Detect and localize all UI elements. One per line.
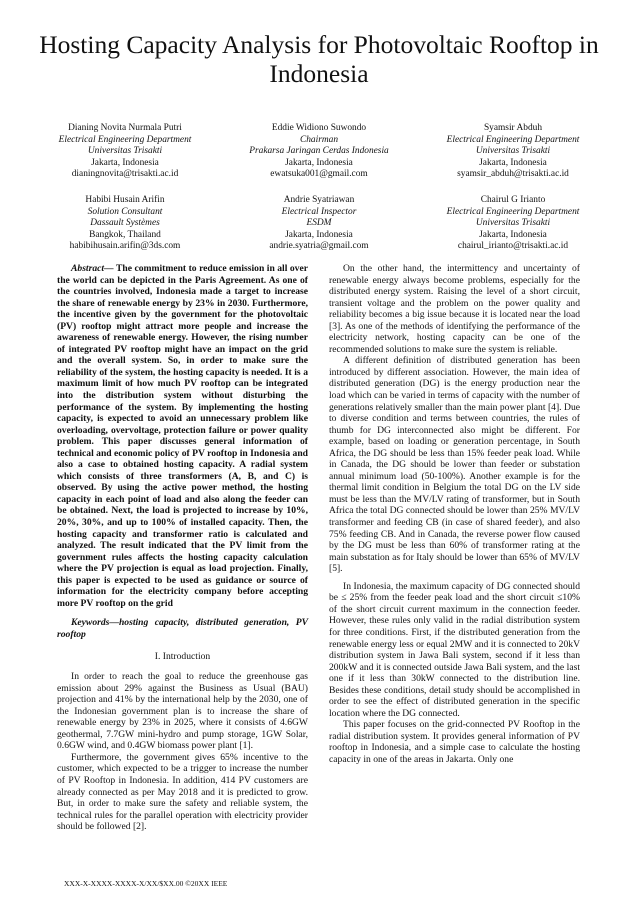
- author-name: Chairul G Irianto: [480, 195, 546, 205]
- author-city: Jakarta, Indonesia: [285, 229, 353, 240]
- author-role: Electrical Engineering Department: [446, 134, 580, 145]
- author-city: Jakarta, Indonesia: [91, 157, 159, 168]
- author-block: [219, 123, 419, 181]
- paragraph: In order to reach the goal to reduce the greenhouse gas emission about 29% against the Business as Usual (BAU) projection and 41% by the international help by the 2030, one of the Indonesian government plan is to increase the share of renewable energy by 23% in 2025, where it consists of 4.6GW geothermal, 7.7GW mini-hydro and pump storage, 1GW Solar, 0.6GW wind, and 0.4GW biomass power plant [1].: [57, 671, 308, 752]
- abstract-lead: Abstract—: [71, 263, 114, 274]
- paper-title: Hosting Capacity Analysis for Photovoltaic Rooftop in Indonesia: [39, 30, 599, 88]
- author-block: [25, 123, 225, 181]
- author-name: Eddie Widiono Suwondo: [271, 123, 367, 133]
- copyright-footer: XXX-X-XXXX-XXXX-X/XX/$XX.00 ©20XX IEEE: [64, 879, 228, 888]
- author-name: Andrie Syatriawan: [283, 195, 355, 205]
- author-email: syamsir_abduh@trisakti.ac.id: [457, 169, 569, 180]
- author-email: habibihusain.arifin@3ds.com: [69, 241, 181, 252]
- abstract-text: The commitment to reduce emission in all over the world can be depicted in the Paris Agreement. As one of the countries involved, Indonesia made a target to increase the share of renewable energy by 23% in 2030. Furthermore, the incentive given by the government for the photovoltaic (PV) rooftop might attract more people and increase the awareness of renewable energy. However, the rising number of integrated PV rooftop might have an impact on the grid and the overall system. So, in order to make sure the reliability of the system, the hosting capacity is needed. It is a maximum limit of how much PV rooftop can be integrated into the distribution system without disturbing the performance of the system. By implementing the hosting capacity, is expected to avoid an unnecessary problem like overloading, overvoltage, protection failure or power quality problem. This paper discusses general information of technical and economic policy of PV rooftop in Indonesia and also a case to obtained hosting capacity. A radial system which consists of three transformers (A, B, and C) is observed. By using the active power method, the hosting capacity in each point of load and also along the feeder can be obtained. Next, the load is projected to increase by 10%, 20%, 30%, and up to 100% of installed capacity. Then, the hosting capacity and transformer ratio is calculated and analyzed. The result indicated that the PV limit from the government rules affects the hosting capacity calculation where the PV projection is equal as load projection. Finally, this paper is expected to be used as guidance or source of information for the electricity company before accepting more PV rooftop on the grid: [57, 263, 308, 609]
- author-block: [25, 195, 225, 253]
- author-role: Electrical Engineering Department: [58, 134, 192, 145]
- right-column: [329, 263, 580, 766]
- paragraph: On the other hand, the intermittency and uncertainty of renewable energy always become problems, especially for the distributed energy system. Raising the level of a short circuit, transient voltage and the problem on the power quality and reliability becomes a big issue because it is located near the load [3]. As one of the methods of identifying the performance of the electricity network, hosting capacity can be one of the recommended solutions to make sure the system is reliable.: [329, 263, 580, 355]
- author-email: andrie.syatria@gmail.com: [269, 241, 369, 252]
- author-city: Jakarta, Indonesia: [479, 157, 547, 168]
- author-email: dianingnovita@trisakti.ac.id: [71, 169, 179, 180]
- author-role: Solution Consultant: [87, 206, 163, 217]
- author-org: Universitas Trisakti: [475, 146, 551, 157]
- abstract: [57, 263, 308, 609]
- author-city: Jakarta, Indonesia: [285, 157, 353, 168]
- keywords: Keywords—hosting capacity, distributed generation, PV rooftop: [57, 617, 308, 640]
- author-role: Electrical Inspector: [281, 206, 357, 217]
- author-name: Syamsir Abduh: [483, 123, 543, 133]
- author-org: Dassault Systèmes: [90, 218, 160, 229]
- paragraph: In Indonesia, the maximum capacity of DG connected should be ≤ 25% from the feeder peak load and the short circuit ≤10% of the short circuit current maximum in the connection feeder. However, these rules only valid in the radial distribution system for three conditions. First, if the distributed generation from the renewable energy less or equal 2MW and it is connected to 20kV distribution system in Jawa Bali system, second if it less than 200kW and it is connected outside Jawa Bali system, and the last one if it less than 30kW connected to the distribution line. Besides these conditions, detail study should be accomplished in order to see the effect of distributed generation in the specific location where the DG connected.: [329, 580, 580, 719]
- paragraph: Furthermore, the government gives 65% incentive to the customer, which expected to be a trigger to increase the number of PV Rooftop in Indonesia. In addition, 414 PV customers are already connected as per May 2018 and it is predicted to grow. But, in order to make sure the safety and reliable system, the technical rules for the parallel operation with electricity provider should be followed [2].: [57, 751, 308, 833]
- paragraph: A different definition of distributed generation has been introduced by different association. However, the main idea of distributed generation (DG) is the energy production near the load which can be varied in terms of capacity with the number of generations relatively smaller than the main power plant [4]. Due to diverse condition and terms between countries, the rules of thumb for DG interconnected also might be different. For example, based on loading or generation percentage, in South Africa, the DG should be less than 15% feeder peak load. While in Canada, the DG should be lower than feeder or substation annual minimum load (50-100%). Another example is for the thermal limit condition in Belgium the total DG on the LV side must be less than the MV/LV rating of transformer, but in South Africa the total DG connected should be lower than 25% MV/LV transformer and feeding CB (in case of shared feeder), and also 75% feeding CB. And in Canada, the reverse power flow caused by the DG must be less than 60% of transformer rating at the main substation as for Italy should be lower than 65% of MV/LV [5].: [329, 355, 580, 575]
- author-role: Chairman: [299, 134, 339, 145]
- author-org: Universitas Trisakti: [87, 146, 163, 157]
- author-name: Dianing Novita Nurmala Putri: [68, 123, 182, 133]
- author-role: Electrical Engineering Department: [446, 206, 580, 217]
- paragraph: This paper focuses on the grid-connected PV Rooftop in the radial distribution system. It provides general information of PV rooftop in Indonesia, and a simple case to calculate the hosting capacity in one of the areas in Jakarta. Only one: [329, 719, 580, 765]
- author-email: ewatsuka001@gmail.com: [270, 169, 368, 180]
- section-heading: I. Introduction: [154, 650, 211, 662]
- author-city: Bangkok, Thailand: [89, 229, 161, 240]
- author-org: Prakarsa Jaringan Cerdas Indonesia: [249, 146, 389, 157]
- author-block: [219, 195, 419, 253]
- author-email: chairul_irianto@trisakti.ac.id: [457, 241, 569, 252]
- author-city: Jakarta, Indonesia: [479, 229, 547, 240]
- author-org: Universitas Trisakti: [475, 218, 551, 229]
- left-column: [57, 263, 308, 833]
- author-block: [413, 123, 613, 181]
- author-block: [413, 195, 613, 253]
- author-org: ESDM: [306, 218, 332, 229]
- author-name: Habibi Husain Arifin: [85, 195, 165, 205]
